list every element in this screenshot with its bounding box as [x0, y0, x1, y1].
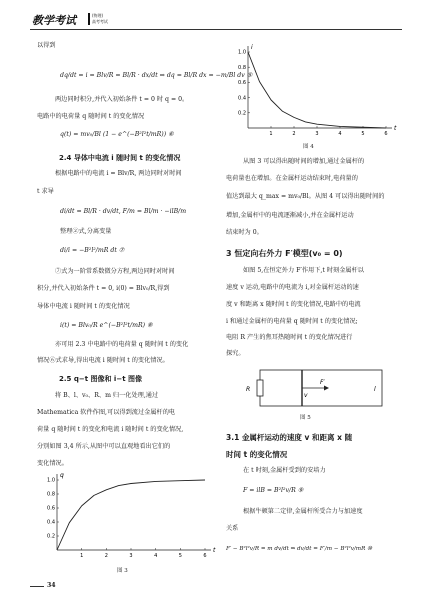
equation-8: i(t) = Blv₀/R e^(−B²l²t/mR) ⑧	[60, 322, 153, 329]
page-number-rule	[30, 586, 44, 587]
equation-7a: di/dt = Bl/R · dv/dt, F/m = Bl/m · −ilB/m	[60, 208, 187, 215]
text-line: 亦可用 2.3 中电路中的电荷量 q 随时间 t 的变化	[55, 341, 189, 348]
y-tick-label: 0.6	[238, 80, 246, 87]
section-heading-3-1-cont: 时间 t 的变化情况	[226, 450, 288, 459]
y-tick-label: 0.8	[47, 491, 55, 498]
x-axis-label: t	[213, 547, 216, 554]
equation-7: di/i = −B²l²/mR dt ⑦	[60, 247, 125, 254]
text-line: 电路中的电荷量 q 随时间 t 的变化情况	[37, 113, 145, 120]
header	[30, 8, 402, 30]
text-line: 在 t 时刻,金属杆受到的安培力	[243, 467, 326, 474]
x-tick-label: 1	[80, 553, 84, 559]
text-line: 分别如图 3,4 所示,从图中可以直观地看出它们的	[37, 443, 171, 450]
text-line: 根据牛顿第二定律,金属杆所受合力与加速度	[243, 508, 363, 515]
text-line: Mathematica 软件作图,可以得到流过金属杆的电	[37, 409, 176, 416]
text-line: 整理②式,分离变量	[60, 228, 112, 235]
figure-4-caption: 图 4	[303, 144, 314, 150]
force-arrow-head	[324, 386, 329, 391]
x-tick-label: 2	[104, 553, 108, 559]
velocity-label: v	[304, 392, 308, 399]
x-tick-label: 4	[338, 131, 342, 137]
journal-tag-line2: 高考考试	[92, 19, 108, 24]
text-line: 关系	[226, 525, 239, 532]
header-divider-bar	[88, 13, 90, 25]
section-heading-2-5: 2.5 q−t 图像和 i−t 图像	[59, 375, 142, 383]
series-line	[57, 480, 205, 550]
text-line: 电荷量也在增加。在金属杆运动结束时,电荷量的	[226, 175, 358, 182]
text-line: 积分,并代入初始条件 t = 0, i(0) = Blv₀/R,得到	[37, 285, 170, 292]
text-line: 情况⑥式求导,得出电流 i 随时间 t 的变化情况。	[37, 357, 169, 364]
figure-3-chart	[35, 470, 215, 562]
y-axis-label: q	[60, 472, 64, 479]
text-line: i 和通过金属杆的电荷量 q 随时间 t 的变化情况;	[226, 318, 358, 325]
x-axis-label: t	[394, 125, 397, 132]
force-label: F′	[320, 379, 325, 386]
text-line: 变化情况。	[37, 460, 68, 467]
text-line: 两边同时积分,并代入初始条件 t = 0 时 q = 0。	[55, 96, 189, 103]
text-line: t 求导	[37, 188, 54, 195]
resistor-label: R	[246, 386, 251, 393]
text-line: 导体中电流 i 随时间 t 的变化情况	[37, 303, 130, 310]
text-line: ⑦式为一阶常系数微分方程,两边同时对时间	[55, 268, 175, 275]
text-line: 从图 3 可以得出随时间的增加,通过金属杆的	[243, 158, 365, 165]
section-heading-3: 3 恒定向右外力 F′模型(v₀ = 0)	[226, 249, 343, 258]
text-line: 值达到最大 q_max = mv₀/Bl。从图 4 可以得出随时间的	[226, 193, 385, 200]
y-tick-label: 0.4	[238, 95, 246, 102]
x-tick-label: 3	[315, 131, 319, 137]
equation-9: F = ilB = B²l²v/R ⑨	[243, 487, 304, 494]
y-tick-label: 0.6	[47, 505, 55, 512]
text-line: 电阻 R 产生的焦耳热随时间 t 的变化情况进行	[226, 334, 353, 341]
y-tick-label: 0.4	[47, 519, 55, 526]
equation-10: F′ − B²l²v/R = m dv/dt ⇒ dv/dt = F′/m − B²l²v/mR ⑩	[226, 546, 373, 552]
header-rule	[30, 29, 402, 30]
journal-tag-line1: (物理)	[92, 13, 104, 18]
length-label: l	[374, 386, 376, 393]
x-tick-label: 6	[203, 553, 207, 559]
y-tick-label: 0.2	[238, 110, 246, 117]
text-line: 荷量 q 随时间 t 的变化和电流 i 随时间 t 的变化情况,	[37, 426, 184, 433]
y-tick-label: 0.2	[47, 533, 55, 540]
x-tick-label: 5	[361, 131, 365, 137]
x-tick-label: 3	[129, 553, 133, 559]
x-tick-label: 2	[292, 131, 296, 137]
figure-4-chart	[228, 40, 398, 140]
x-tick-label: 5	[178, 553, 182, 559]
text-line: 探究。	[226, 350, 245, 357]
text-line: 如图 5,在恒定外力 F′作用下,t 时刻金属杆以	[243, 267, 364, 274]
journal-title: 教学考试	[32, 14, 76, 27]
text-line: 将 B、l、v₀、R、m 归一化处理,通过	[55, 392, 159, 399]
figure-5-circuit-diagram	[240, 366, 390, 411]
equation-6: q(t) = mv₀/Bl (1 − e^(−B²l²t/mR)) ⑥	[60, 131, 174, 138]
section-heading-2-4: 2.4 导体中电流 i 随时间 t 的变化情况	[59, 154, 181, 162]
text-line: 以得到	[37, 42, 56, 49]
x-tick-label: 6	[384, 131, 388, 137]
resistor	[257, 380, 263, 396]
y-tick-label: 0.8	[238, 64, 246, 71]
y-axis-label: i	[251, 44, 253, 51]
y-tick-label: 1.0	[238, 49, 246, 56]
text-line: 根据电路中的电流 i = Blv/R, 两边同时对时间	[55, 170, 182, 177]
text-line: 增加,金属杆中的电流逐渐减小,并在金属杆运动	[226, 212, 354, 219]
page-number: 34	[47, 582, 56, 589]
figure-5-caption: 图 5	[300, 415, 311, 421]
section-heading-3-1: 3.1 金属杆运动的速度 v 和距离 x 随	[226, 433, 353, 442]
equation-5: dq/dt = i = Blv/R = Bl/R · dx/dt ⇒ dq = Bl/R dx = −m/Bl dv ⑤	[60, 72, 253, 79]
text-line: 度 v 和距离 x 随时间 t 的变化情况,电路中的电流	[226, 301, 361, 308]
figure-3-caption: 图 3	[117, 568, 128, 574]
text-line: 结束时为 0。	[226, 229, 263, 236]
series-line	[248, 52, 386, 128]
x-tick-label: 4	[154, 553, 158, 559]
text-line: 速度 v 运动,电路中的电流为 i,对金属杆运动的速	[226, 284, 359, 291]
x-tick-label: 1	[269, 131, 273, 137]
y-tick-label: 1.0	[47, 477, 55, 484]
